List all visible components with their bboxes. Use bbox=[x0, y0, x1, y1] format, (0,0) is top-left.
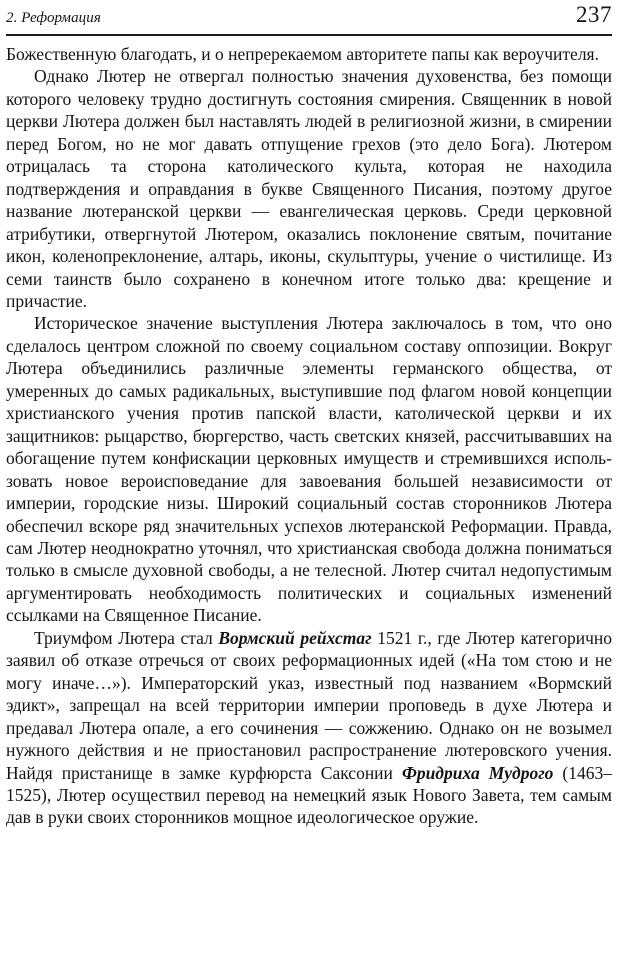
emphasis-worms-diet: Вормский рейхстаг bbox=[218, 627, 372, 648]
paragraph-continuation: Божественную благодать, и о непререкаемом авторитете папы как вероучителя. bbox=[6, 44, 599, 64]
text-segment: 1521 г., где Лютер категорично заявил об отказе отречься от своих реформационных идей («На том стою и не могу иначе…»). Императорский указ, известный под названием «Вормский эдикт», запрещал на всей территории империи проповедь в духе Лютера и предавал Лютера опале, а его сочинения — сожжению. Однако он не возымел нужного действия и не приостановил распространение лютеровского учения. Найдя пристанище в замке курфюрста Саксонии bbox=[6, 627, 612, 783]
emphasis-frederick-the-wise: Фридриха Мудрого bbox=[401, 762, 554, 783]
body-text bbox=[6, 43, 612, 829]
page-number: 237 bbox=[576, 2, 612, 27]
text-segment: (1463–1525), Лютер осуществил перевод на немецкий язык Нового Завета, тем самым дав в руки своих сторонников мощное идеологическое оружие. bbox=[6, 762, 613, 828]
page-header bbox=[6, 4, 612, 34]
paragraph-historical-significance: Историческое значение выступления Лютера заключалось в том, что оно сделалось центром сложной по своему социальном составу оппозиции. Вокруг Лютера объединились различные элементы германского общества, от умеренных до самых радикальных, выступившие под флагом новой концепции христианского учения против папской власти, католической церкви и их защитников: рыцарство, бюргерство, часть светских князей, рассчитывавших на обогащение путем конфискации церковных имуществ и стремившихся использовать новое вероисповедание для завоевания большей независимости от империи, городские низы. Широкий социальный состав сторонников Лютера обеспечил вскоре ряд значительных успехов лютеранской Реформации. Правда, сам Лютер неоднократно уточнял, что христианская свобода должна пониматься только в смысле духовной свободы, а не телесной. Лютер считал недопустимым аргументировать необходимость политических и социальных изменений ссылками на Священное Писание. bbox=[6, 313, 612, 626]
header-rule bbox=[6, 34, 612, 36]
paragraph-worms-diet bbox=[6, 627, 612, 829]
paragraph-clergy: Однако Лютер не отвергал полностью значения духовенства, без помощи которого человеку трудно достигнуть состояния смирения. Священник в новой церкви Лютера должен был наставлять людей в религиозной жизни, в смирении перед Богом, но не мог давать отпущение грехов (это дело Бога). Лютером отрицалась та сторона католического культа, которая не находила подтверждения и оправдания в букве Священного Писания, поэтому другое название лютеранской церкви — евангелическая церковь. Среди церковной атрибутики, отвергнутой Лютером, оказались поклонение святым, почитание икон, коленопреклонение, алтарь, иконы, скульптуры, учение о чистилище. Из семи таинств было сохранено в конечном итоге только два: крещение и причастие. bbox=[6, 66, 612, 311]
running-title: 2. Реформация bbox=[6, 10, 101, 26]
text-segment: Триумфом Лютера стал bbox=[34, 627, 219, 648]
